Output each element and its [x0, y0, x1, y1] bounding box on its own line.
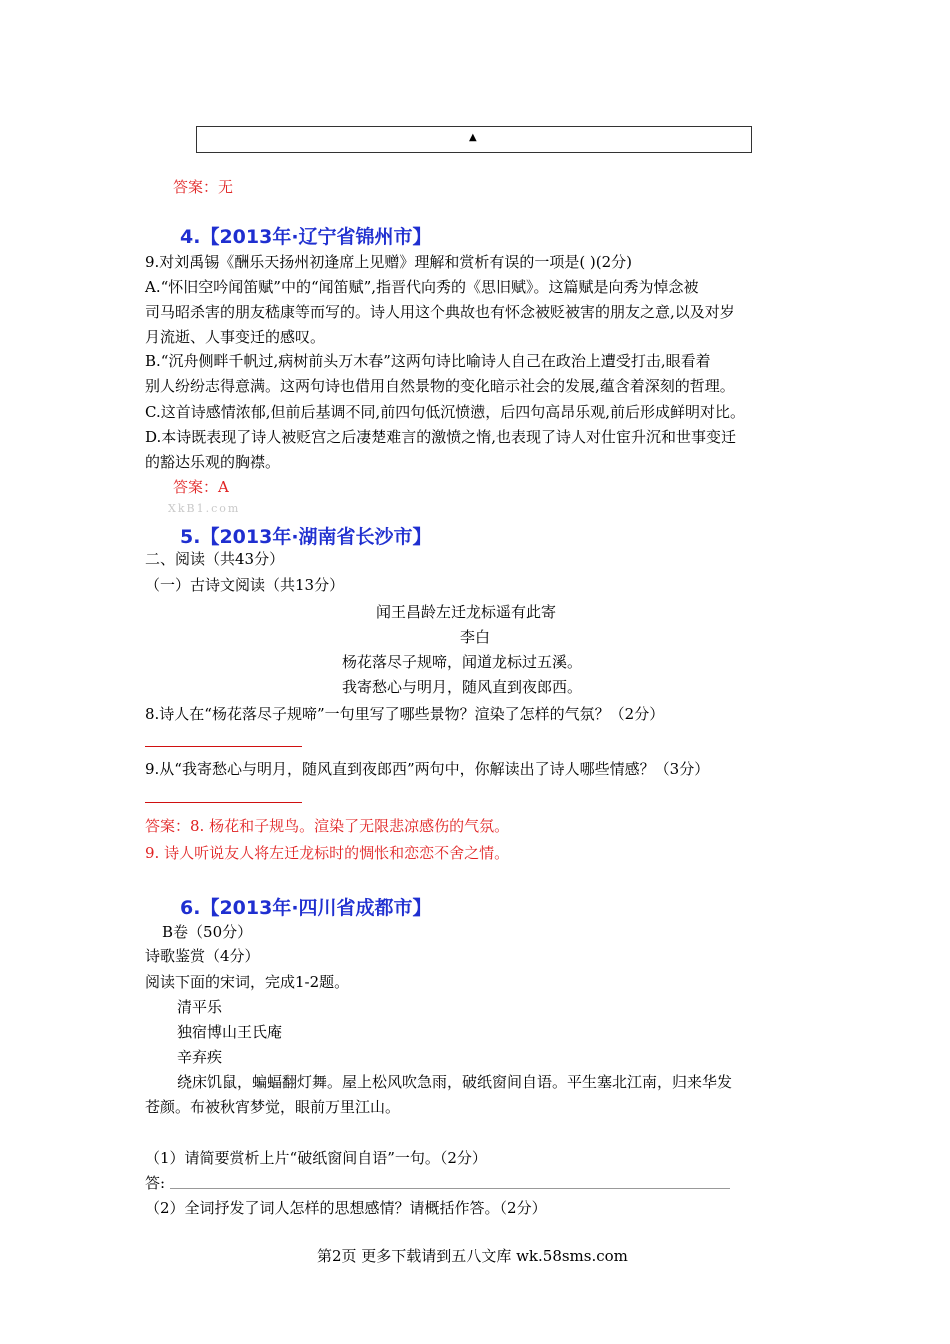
page-footer: 第2页 更多下载请到五八文库 wk.58sms.com	[317, 1247, 628, 1265]
question-line: 9.对刘禹锡《酬乐天扬州初逢席上见赠》理解和赏析有误的一项是( )(2分)	[145, 253, 633, 271]
ci-title: 清平乐	[177, 998, 223, 1016]
volume-title: B卷（50分）	[162, 923, 253, 941]
answer-blank-line	[170, 1188, 730, 1189]
answer-text: 9. 诗人听说友人将左迁龙标时的惆怅和恋恋不舍之情。	[145, 844, 510, 862]
section-title: 诗歌鉴赏（4分）	[145, 947, 260, 965]
question-line: 9.从“我寄愁心与明月，随风直到夜郎西”两句中，你解读出了诗人哪些情感？（3分）	[145, 760, 710, 778]
section-heading: 5.【2013年·湖南省长沙市】	[180, 526, 432, 548]
poem-line: 我寄愁心与明月，随风直到夜郎西。	[342, 678, 583, 696]
triangle-marker-icon: ▲	[469, 132, 477, 143]
answer-label: 答:	[145, 1174, 166, 1192]
ci-author: 辛弃疾	[177, 1048, 223, 1066]
ci-text-line: 绕床饥鼠，蝙蝠翻灯舞。屋上松风吹急雨，破纸窗间自语。平生塞北江南，归来华发	[177, 1073, 733, 1091]
subpart-title: （一）古诗文阅读（共13分）	[145, 576, 345, 594]
part-title: 二、阅读（共43分）	[145, 550, 285, 568]
answer-text: 答案：A	[173, 478, 229, 496]
option-line: C.这首诗感情浓郁,但前后基调不同,前四句低沉愤懑，后四句高昂乐观,前后形成鲜明对比。	[145, 403, 746, 421]
poem-title: 闻王昌龄左迁龙标遥有此寄	[376, 603, 557, 621]
answer-text: 答案：无	[173, 178, 234, 196]
option-line: 的豁达乐观的胸襟。	[145, 453, 281, 471]
answer-blank-line	[145, 746, 302, 747]
question-line: （1）请简要赏析上片“破纸窗间自语”一句。（2分）	[145, 1149, 487, 1167]
instruction-text: 阅读下面的宋词，完成1-2题。	[145, 973, 350, 991]
answer-blank-line	[145, 802, 302, 803]
ci-subtitle: 独宿博山王氏庵	[177, 1023, 283, 1041]
option-line: 月流逝、人事变迁的感叹。	[145, 328, 326, 346]
answer-box	[196, 126, 752, 153]
section-heading: 6.【2013年·四川省成都市】	[180, 897, 432, 919]
option-line: A.“怀旧空吟闻笛赋”中的“闻笛赋”,指晋代向秀的《思旧赋》。这篇赋是向秀为悼念被	[145, 278, 699, 296]
section-heading: 4.【2013年·辽宁省锦州市】	[180, 226, 432, 248]
answer-text: 答案：8. 杨花和子规鸟。渲染了无限悲凉感伤的气氛。	[145, 817, 510, 835]
ci-text-line: 苍颜。布被秋宵梦觉，眼前万里江山。	[145, 1098, 401, 1116]
watermark: XkB1.com	[168, 502, 241, 515]
option-line: 司马昭杀害的朋友嵇康等而写的。诗人用这个典故也有怀念被贬被害的朋友之意,以及对岁	[145, 303, 735, 321]
question-line: （2）全词抒发了词人怎样的思想感情？请概括作答。（2分）	[145, 1199, 547, 1217]
option-line: D.本诗既表现了诗人被贬宫之后凄楚难言的激愤之惰,也表现了诗人对仕宦升沉和世事变迁	[145, 428, 737, 446]
option-line: 别人纷纷志得意满。这两句诗也借用自然景物的变化暗示社会的发展,蕴含着深刻的哲理。	[145, 377, 735, 395]
question-line: 8.诗人在“杨花落尽子规啼”一句里写了哪些景物？渲染了怎样的气氛？（2分）	[145, 705, 665, 723]
option-line: B.“沉舟侧畔千帆过,病树前头万木春”这两句诗比喻诗人自己在政治上遭受打击,眼看着	[145, 352, 711, 370]
poem-line: 杨花落尽子规啼，闻道龙标过五溪。	[342, 653, 583, 671]
poem-author: 李白	[460, 628, 491, 646]
